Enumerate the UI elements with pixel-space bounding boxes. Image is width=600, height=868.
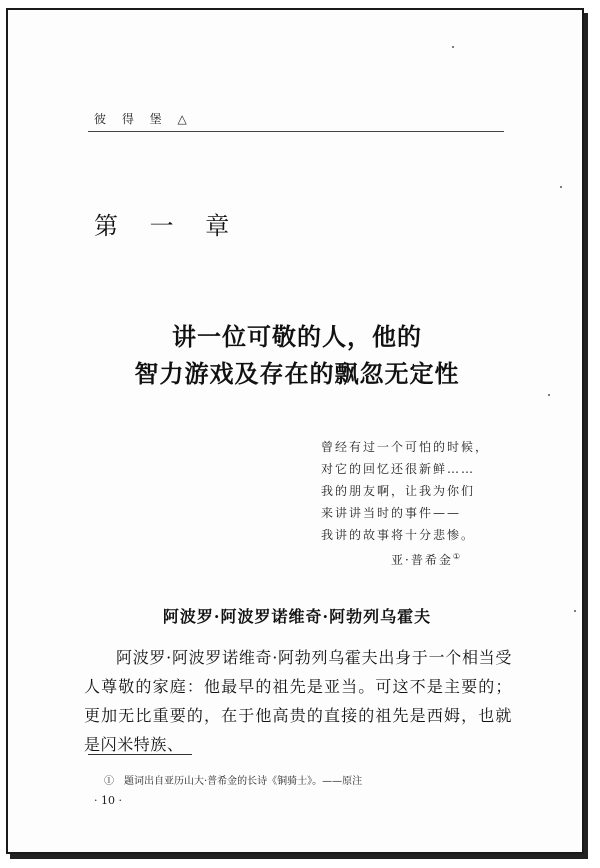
- chapter-label: 第 一 章: [94, 212, 242, 240]
- footnote-marker: ①: [452, 552, 460, 561]
- body-paragraph: 阿波罗·阿波罗诺维奇·阿勃列乌霍夫出身于一个相当受人尊敬的家庭：他最早的祖先是亚当。可这不是主要的；更加无比重要的，在于他高贵的直接的祖先是西姆，也就是闪米特族、: [84, 648, 512, 754]
- print-speck: [574, 610, 576, 612]
- chapter-title: [8, 318, 586, 392]
- epigraph-line: 对它的回忆还很新鲜……: [321, 462, 476, 476]
- print-speck: [548, 394, 550, 396]
- epigraph-line: 来讲讲当时的事件——: [321, 506, 462, 520]
- chapter-title-line: 讲一位可敬的人，他的: [172, 322, 422, 351]
- print-speck: [560, 186, 562, 188]
- section-heading: 阿波罗·阿波罗诺维奇·阿勃列乌霍夫: [162, 607, 432, 626]
- header-rule: [88, 131, 504, 132]
- chapter-title-line: 智力游戏及存在的飘忽无定性: [134, 359, 460, 388]
- print-speck: [452, 46, 454, 48]
- epigraph-attribution: [321, 546, 489, 571]
- epigraph-author: 亚·普希金: [391, 553, 453, 567]
- footnote-rule: [88, 754, 192, 755]
- running-head: 彼 得 堡 △: [94, 112, 193, 126]
- page-number: · 10 ·: [94, 794, 122, 807]
- epigraph-line: 我的朋友啊，让我为你们: [321, 484, 476, 498]
- footnote: ① 题词出自亚历山大·普希金的长诗《铜骑士》。——原注: [104, 776, 363, 787]
- epigraph: [321, 436, 489, 571]
- book-page: [6, 8, 584, 854]
- epigraph-line: 我讲的故事将十分悲惨。: [321, 528, 476, 542]
- epigraph-line: 曾经有过一个可怕的时候，: [321, 440, 490, 454]
